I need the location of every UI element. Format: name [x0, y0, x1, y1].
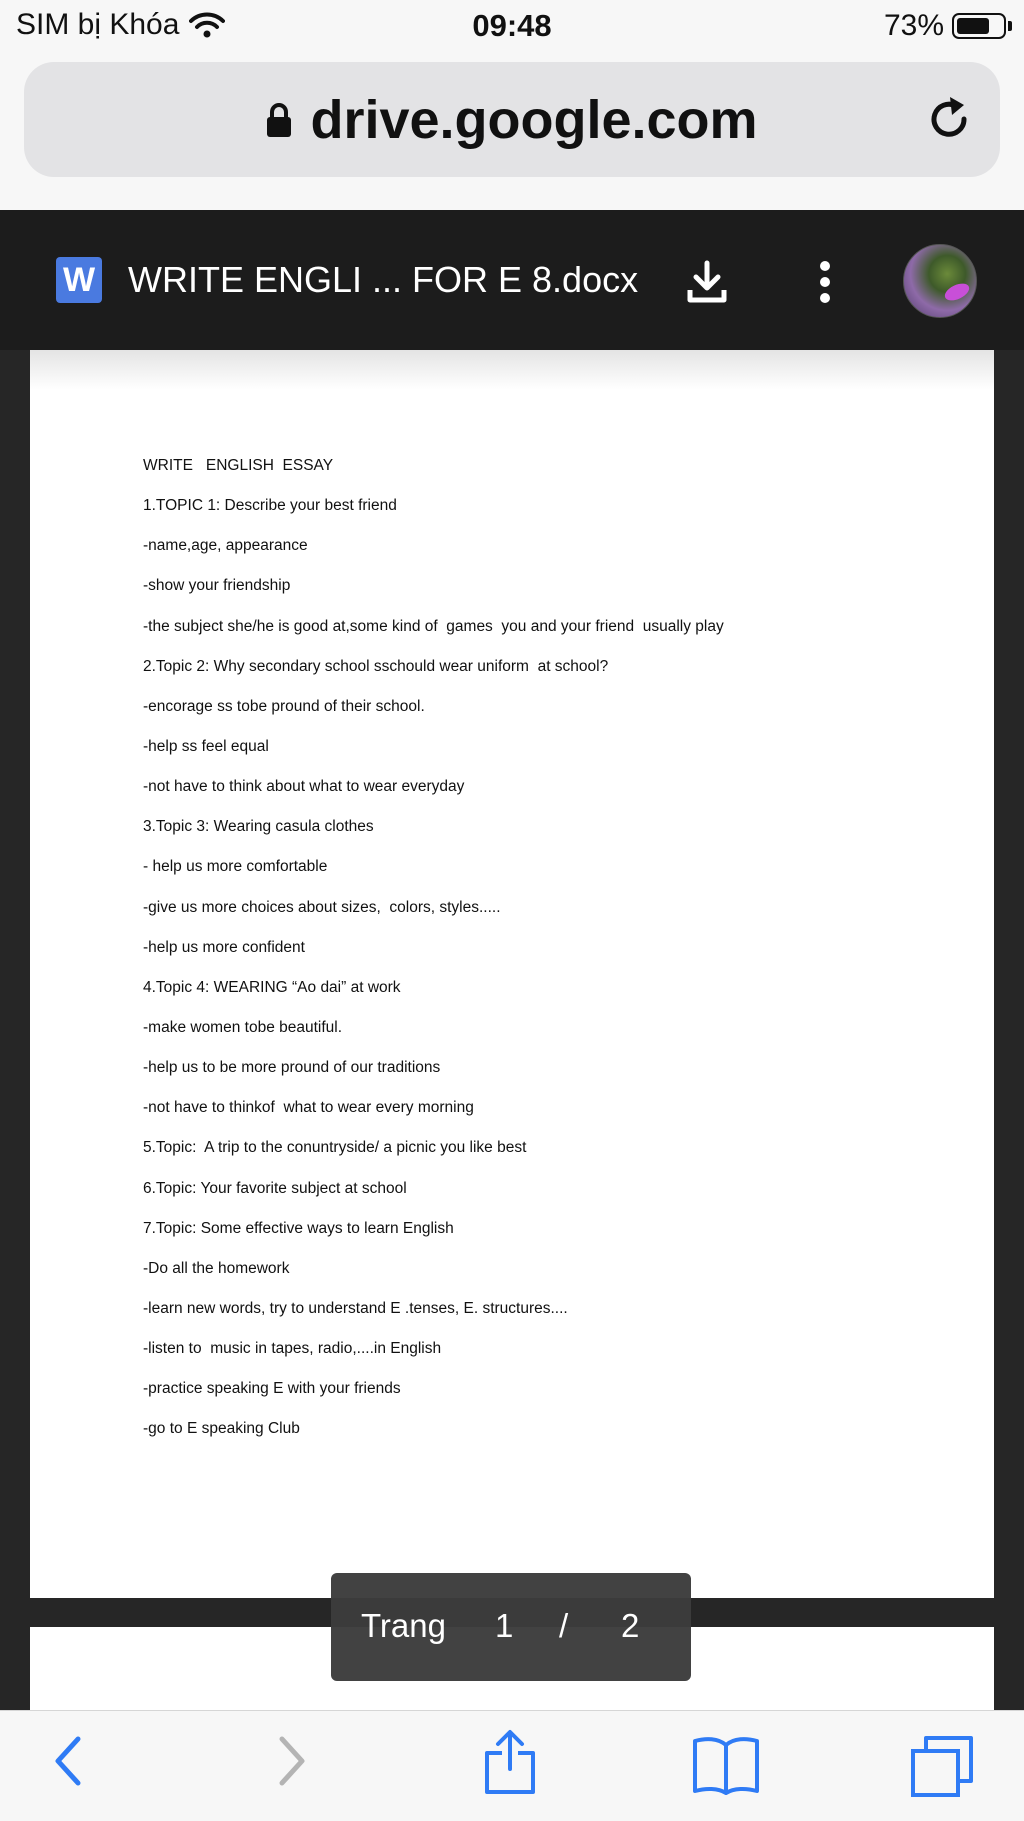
wifi-icon: [189, 12, 225, 38]
document-line: -learn new words, try to understand E .tenses, E. structures....: [143, 1299, 568, 1317]
document-line: -give us more choices about sizes, colors, styles.....: [143, 898, 501, 916]
browser-toolbar: [0, 1710, 1024, 1821]
url-display[interactable]: [24, 62, 1000, 177]
reload-icon[interactable]: [926, 95, 974, 145]
document-line: 1.TOPIC 1: Describe your best friend: [143, 497, 397, 515]
document-line: -show your friendship: [143, 577, 291, 595]
page-indicator-label: Trang: [361, 1607, 446, 1644]
document-line: -not have to thinkof what to wear every morning: [143, 1099, 474, 1117]
status-bar: [0, 0, 1024, 50]
document-viewer[interactable]: [0, 350, 1024, 1710]
avatar-detail: [942, 280, 971, 304]
tabs-icon[interactable]: [910, 1735, 974, 1797]
battery-group: [884, 9, 1012, 43]
account-avatar[interactable]: [903, 244, 977, 318]
drive-viewer-header: [0, 210, 1024, 350]
document-line: -help ss feel equal: [143, 737, 269, 755]
document-line: -make women tobe beautiful.: [143, 1018, 343, 1036]
document-line: -help us to be more pround of our traditions: [143, 1059, 441, 1077]
document-line: -the subject she/he is good at,some kind of games you and your friend usually play: [143, 617, 724, 635]
document-line: 6.Topic: Your favorite subject at school: [143, 1179, 407, 1197]
page-indicator-separator: /: [559, 1607, 569, 1644]
back-chevron-icon[interactable]: [50, 1733, 84, 1789]
page-indicator: [331, 1573, 691, 1681]
document-line: -encorage ss tobe pround of their school.: [143, 697, 425, 715]
url-text: drive.google.com: [310, 89, 758, 150]
clock: 09:48: [472, 8, 552, 43]
document-title: WRITE ENGLI ... FOR E 8.docx: [128, 259, 639, 300]
address-bar[interactable]: [24, 62, 1000, 177]
share-icon[interactable]: [484, 1729, 536, 1795]
document-line: 7.Topic: Some effective ways to learn English: [143, 1219, 454, 1237]
word-file-icon: W: [56, 257, 102, 303]
document-line: -not have to think about what to wear everyday: [143, 778, 465, 796]
forward-chevron-icon[interactable]: [276, 1733, 310, 1789]
page-indicator-total: 2: [621, 1607, 640, 1644]
bookmarks-icon[interactable]: [692, 1735, 760, 1795]
document-line: 5.Topic: A trip to the conuntryside/ a picnic you like best: [143, 1139, 527, 1157]
battery-percent: 73%: [883, 9, 944, 42]
more-vert-icon[interactable]: [815, 260, 835, 304]
download-icon[interactable]: [686, 260, 728, 304]
document-line: 3.Topic 3: Wearing casula clothes: [143, 818, 374, 836]
battery-nub: [1008, 21, 1012, 31]
document-line: -practice speaking E with your friends: [143, 1380, 401, 1398]
document-line: WRITE ENGLISH ESSAY: [143, 457, 334, 474]
battery-icon: [952, 13, 1006, 39]
battery-level: [957, 18, 989, 34]
document-line: -name,age, appearance: [143, 537, 308, 555]
document-line: -Do all the homework: [143, 1259, 290, 1277]
lock-icon: [266, 102, 292, 138]
document-text: [143, 456, 724, 1460]
document-line: -help us more confident: [143, 938, 305, 956]
page-top-shadow: [30, 350, 994, 390]
document-line: 4.Topic 4: WEARING “Ao dai” at work: [143, 978, 401, 996]
page-indicator-current: 1: [495, 1607, 514, 1644]
document-line: -go to E speaking Club: [143, 1420, 300, 1438]
carrier-label: SIM bị Khóa: [16, 8, 180, 41]
document-line: -listen to music in tapes, radio,....in English: [143, 1340, 442, 1358]
document-line: - help us more comfortable: [143, 858, 328, 876]
document-page-1: [30, 350, 994, 1598]
carrier-group: [16, 8, 225, 42]
document-line: 2.Topic 2: Why secondary school sschould wear uniform at school?: [143, 657, 609, 675]
